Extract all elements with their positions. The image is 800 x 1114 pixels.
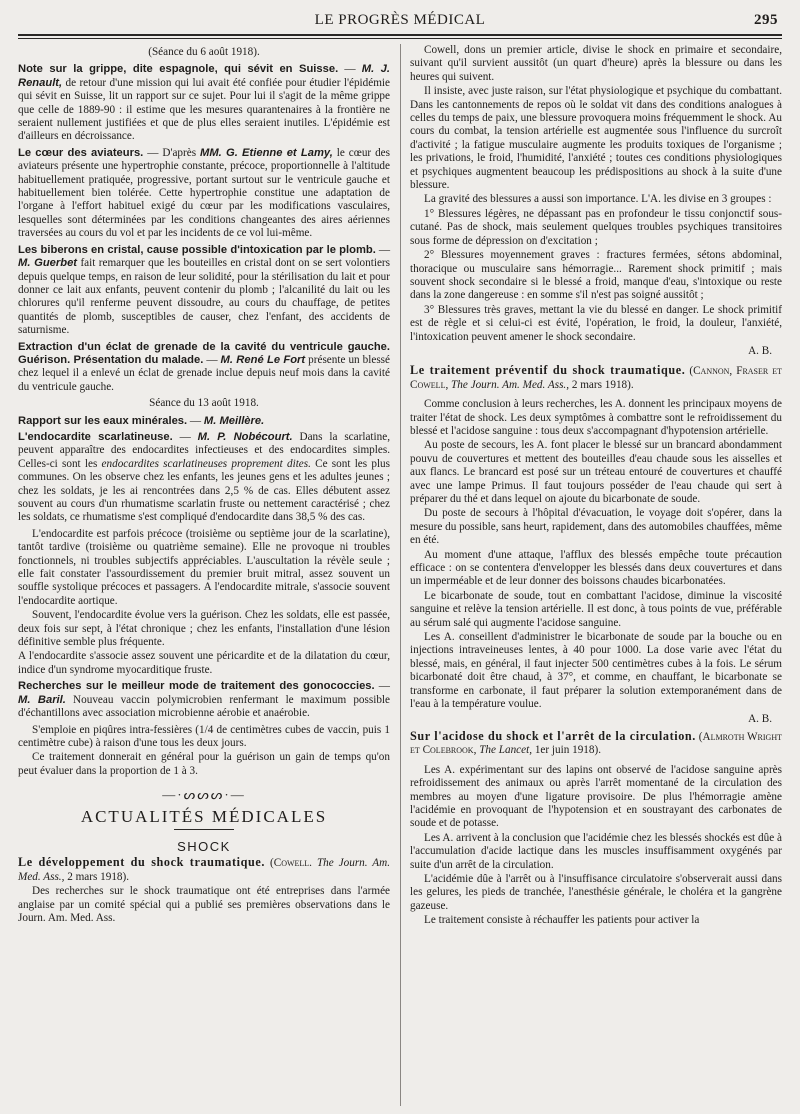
dash: — [375, 243, 391, 256]
journal-title: LE PROGRÈS MÉDICAL [314, 12, 486, 28]
entry-extraction [18, 341, 390, 395]
entry-author: M. Guerbet [18, 257, 78, 270]
paragraph: 3° Blessures très graves, mettant la vie du blessé en danger. Le shock primitif est de règle et si celui-ci est évité, l'opération, le froid, la douleur, l'anxiété, l'intoxication peuvent amener le shock secondaire. [410, 303, 782, 343]
paragraph: Au poste de secours, les A. font placer le blessé sur un brancard abondamment pouvu de couvertures et mettent des bouteilles d'eau chaude sous les aisselles et aux flancs. Le brancard est posé sur un tréteau entouré de couvertures et chauffé avec une lampe Primus. Il faut toujours posséder de l'eau chaude qui sert à préparer du thé et dans lequel on ajoute du bicarbonate de soude. [410, 439, 782, 505]
article-title: Le développement du shock traumatique. [18, 855, 266, 870]
paragraph: Le bicarbonate de soude, tout en combattant l'acidose, diminue la viscosité sanguine et relève la tension artérielle. Il est donc, à tous points de vue, préférable au sérum salé qui augmente l'acidose sanguine. [410, 589, 782, 629]
entry-title: Rapport sur les eaux minérales. [18, 414, 188, 427]
article-authors: (Cannon, Fraser et Cowell, [410, 365, 782, 391]
article-date: 1er juin 1918). [532, 744, 601, 757]
entry-author: M. J. Renault, [18, 63, 391, 89]
dash: — D'après [143, 146, 200, 159]
section-title: ACTUALITÉS MÉDICALES [80, 806, 328, 826]
subsection-heading: SHOCK [177, 838, 231, 854]
entry-eaux [18, 415, 390, 428]
entry-body: le cœur des aviateurs présente une hypertrophie constante, précoce, proportionnelle à l'altitude habituellement pratiquée, progressive, portant surtout sur le ventricule gauche et habituellement bien tolérée. Cette hypertrophie constitue une adaptation de l'organe à l'effort habituel exigé du cœur par les modifications vasculaires, lesquelles sont déterminées par les conditions changeantes des aires aériennes traversées au cours du vol et par les incidents de ce vol lui-même. [18, 146, 390, 240]
entry-title: Note sur la grippe, dite espagnole, qui sévit en Suisse. [18, 63, 339, 76]
article-heading [18, 856, 390, 884]
paragraph: Souvent, l'endocardite évolue vers la guérison. Chez les soldats, elle est passée, deux fois sur sept, à l'état chronique ; chez les enfants, l'installation d'une lésion définitive semble plus fréquente. [18, 609, 390, 649]
article-heading [410, 730, 782, 758]
entry-title: L'endocardite scarlatineuse. [18, 430, 173, 443]
entry-biberons [18, 244, 390, 338]
paragraph: Au moment d'une attaque, l'afflux des blessés empêche toute précaution efficace : on se contentera d'envelopper les blessés dans deux couvertures et dans un imperméable et de leur donner des boissons chaudes bicarbonatées. [410, 548, 782, 588]
article-journal: The Journ. Am. Med. Ass., [18, 857, 391, 883]
entry-author: M. Baril. [18, 693, 66, 706]
entry-grippe [18, 63, 390, 143]
seance-date: Séance du 13 août 1918. [149, 397, 259, 410]
entry-body: présente un blessé chez lequel il a enlevé un éclat de grenade inclue depuis neuf mois dans la cavité du ventricule gauche. [18, 353, 390, 393]
paragraph: Ce traitement donnerait en général pour la guérison un gain de temps qu'on peut évaluer dans la proportion de 1 à 3. [18, 751, 390, 777]
paragraph: Les A. arrivent à la conclusion que l'acidémie chez les blessés shockés est dûe à l'accumulation d'acide lactique dans les muscles insuffisamment oxygénés par suite d'un arrêt de la circulation. [410, 831, 782, 871]
entry-title: Les biberons en cristal, cause possible d'intoxication par le plomb. [18, 243, 376, 256]
paragraph-text: A l'endocardite s'associe assez souvent une péricardite et de la dilatation du cœur, indice d'un syndrome myocarditique fruste. [18, 650, 390, 676]
paragraph: Du poste de secours à l'hôpital d'évacuation, le voyage doit s'opérer, dans la mesure du possible, sans heurt, rapidement, dans des automobiles chauffées, même en été. [410, 507, 782, 547]
dash: — [374, 680, 390, 693]
article-heading [410, 364, 782, 392]
paragraph: L'endocardite est parfois précoce (troisième ou septième jour de la scarlatine), tantôt tardive (troisième ou quatrième semaine). Elle ne provoque ni troubles fonctionnels, ni troubles subjectifs appréciables. L'auscultation la révèle seule ; elle fait constater l'assourdissement du premier bruit mitral, assez souvent un souffle systolique précoces et passagers. A l'endocardite mitrale, s'associe souvent l'endocardite aortique. [18, 527, 390, 607]
entry-body: Ce sont les plus communes. On les observe chez les enfants, les jeunes gens et les adultes jeunes ; chez les soldats, je les ai rencontrées dans 2,5 % de cas. Elles débutent assez souvent au cours d'un rhumatisme scarlatin fruste ou nettement caractérisé ; chez les soldats, ce rhumatisme s'est compliqué d'endocardite dans 38,5 % des cas. [18, 457, 391, 524]
right-column [410, 44, 782, 929]
dash: — [172, 430, 198, 443]
paragraph: Les A. expérimentant sur des lapins ont observé de l'acidose sanguine après refroidissement des animaux ou après l'arrêt momentané de la circulation des membres au moyen d'une ligature provisoire. De plus l'hémorragie amène l'acidémie en provoquant de l'hypotension et en soustrayant des carbonates de soude et de potasse. [410, 763, 782, 830]
paragraph: 2° Blessures moyennement graves : fractures fermées, sétons abdominal, thoracique ou musculaire sans hémorragie... Rarement shock primitif ; mais souvent shock secondaire si le blessé a froid, manque d'eau, s'intoxique ou reste dans la zone dangereuse : en somme s'il n'est pas soigné aussitôt ; [410, 249, 782, 302]
entry-endocardite [18, 431, 390, 525]
article-author: (Cowell. [265, 857, 312, 870]
paragraph [18, 650, 390, 677]
paragraph: Comme conclusion à leurs recherches, les A. donnent les principaux moyens de traiter l'état de shock. Les deux symptômes à combattre sont le refroidissement du blessé et l'acidose sanguine : tous deux s'accompagnant d'hypotension artérielle. [410, 398, 782, 437]
article-date: 2 mars 1918). [569, 378, 634, 391]
paragraph: Cowell, dons un premier article, divise le shock en primaire et secondaire, suivant qu'il survient aussitôt (un quart d'heure) après la blessure ou dans les heures qui suivent. [410, 44, 782, 83]
entry-title: Le cœur des aviateurs. [18, 146, 144, 159]
article-date: 2 mars 1918). [64, 870, 130, 883]
paragraph: Le traitement consiste à réchauffer les patients pour activer la [424, 914, 700, 927]
dash: — [187, 414, 204, 427]
paragraph: La gravité des blessures a aussi son importance. L'A. les divise en 3 groupes : [424, 193, 772, 206]
header-rule-thin [18, 38, 782, 39]
paragraph: Des recherches sur le shock traumatique ont été entreprises dans l'armée anglaise par un comité spécial qui a publié ses premières observations dans le Journ. Am. Med. Ass. [18, 885, 390, 924]
page-number: 295 [754, 12, 778, 28]
entry-emphasis: endocardites scarlatineuses proprement dites. [101, 457, 311, 470]
entry-title: Extraction d'un éclat de grenade de la cavité du ventricule gauche. Guérison. Présentation du malade. [18, 340, 390, 366]
running-header [18, 10, 782, 34]
dash: — [338, 63, 362, 76]
paragraph: L'acidémie dûe à l'arrêt ou à l'insuffisance circulatoire s'observerait aussi dans les gelures, les pieds de tranchée, l'anesthésie générale, le choléra et la gangrène gazeuse. [410, 872, 782, 912]
entry-body: Nouveau vaccin polymicrobien renfermant le maximum possible d'échantillons avec association microbienne aérobie et anaérobie. [18, 693, 391, 720]
entry-body: Dans la scarlatine, peuvent apparaître des endocardites infectieuses et des endocardites simples. Celles-ci sont les [18, 430, 390, 470]
section-underline [174, 829, 234, 830]
article-title: Sur l'acidose du shock et l'arrêt de la circulation. [410, 728, 696, 743]
seance-date: (Séance du 6 août 1918). [148, 46, 260, 58]
article-journal: The Lancet, [476, 744, 533, 757]
entry-title: Recherches sur le meilleur mode de traitement des gonococcies. [18, 680, 375, 693]
left-column [18, 44, 390, 926]
entry-author: MM. G. Etienne et Lamy, [200, 146, 333, 159]
paragraph: 1° Blessures légères, ne dépassant pas en profondeur le tissu conjonctif sous-cutané. Pas de shock, mais seulement quelques troubles psychiques transitoires sous forme de dépression on d'excitation ; [410, 207, 782, 247]
dash: — [203, 353, 221, 366]
article-authors: (Almroth Wright et Colebrook, [410, 730, 782, 757]
entry-author: M. Meillère. [203, 414, 265, 427]
entry-coeur [18, 147, 390, 241]
paragraph: Les A. conseillent d'administrer le bicarbonate de soude par la bouche ou en injections intraveineuses lentes, à 40 pour 1000. La dose varie avec l'état du blessé, mais, en général, il faut injecter 500 centimètres cubes à la fois. Le sérum bicarbonaté doit être chaud, à 37°, et comme, en chauffant, le bicarbonate se transforme en carbonate, il faut préparer la solution extemporanément dans de l'eau à la température voulue. [410, 631, 782, 711]
entry-body: fait remarquer que les bouteilles en cristal dont on se sert volontiers depuis quelque temps, en raison de leur solidité, pour la stérilisation du lait et pour donner ce lait aux enfants, peuvent contenir du plomb ; l'alcanilité du lait ou les chlorures qu'il renferme peuvent dissoudre, au cours du chauffage, de petites quantités de plomb, susceptibles de causer, chez l'enfant, des accidents de saturnisme. [18, 257, 391, 337]
entry-body: de retour d'une mission qui lui avait été confiée pour étudier l'épidémie qui sévit en Suisse, lit un rapport sur ce sujet. Pour lui il s'agit de la même grippe que celle de 1889-90 : il estime que les mesures quarantenaires à la frontière ne seraient nullement justifiées et que de plus elles seraient inutiles. L'épidémie est d'ailleurs en décroissance. [18, 76, 390, 143]
paragraph: S'emploie en piqûres intra-fessières (1/4 de centimètres cubes de vaccin, puis 1 centimètre cube) à raison d'une tous les deux jours. [18, 723, 390, 749]
paragraph: Il insiste, avec juste raison, sur l'état physiologique et psychique du combattant. Dans les cantonnements de repos où le soldat vit dans des conditions analogues à celles du temps de paix, une blessure provoquera moins fréquemment le shock. Au cours du combat, la tension artérielle est augmentée sous l'influence du surcroît d'activité ; la fatigue musculaire augmente les produits toxiques de l'organisme ; les privations, le froid, l'humidité, l'anxiété ; toutes ces conditions physiologiques et psychiques augmentent beaucoup les prédispositions au shock à la suite d'une blessure. [410, 85, 782, 192]
header-rule [18, 34, 782, 36]
signature: A. B. [748, 344, 772, 357]
entry-gonococcies [18, 680, 390, 720]
entry-author: M. René Le Fort [220, 353, 306, 366]
article-title: Le traitement préventif du shock traumatique. [410, 363, 686, 378]
article-journal: The Journ. Am. Med. Ass., [448, 378, 570, 391]
column-divider [400, 44, 401, 1106]
section-ornament: —·ᔕᔕᔕ·— [162, 787, 246, 803]
signature: A. B. [748, 712, 772, 725]
entry-author: M. P. Nobécourt. [197, 430, 293, 443]
